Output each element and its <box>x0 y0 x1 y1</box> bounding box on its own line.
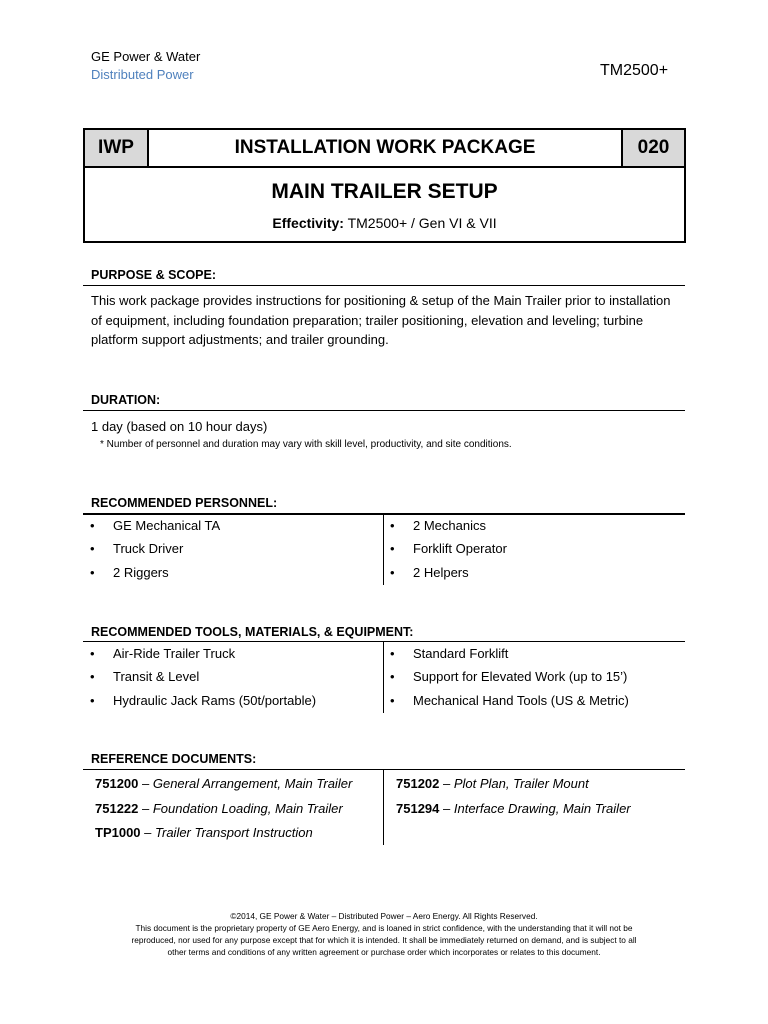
personnel-heading: RECOMMENDED PERSONNEL: <box>91 496 278 510</box>
personnel-divider <box>383 515 384 585</box>
tool-item: Transit & Level <box>113 669 200 684</box>
division-name: Distributed Power <box>91 67 194 82</box>
reference-dash: – <box>138 801 153 816</box>
reference-number: 751222 <box>95 801 139 816</box>
tools-rule <box>83 641 685 642</box>
tool-item: Mechanical Hand Tools (US & Metric) <box>413 693 629 708</box>
bullet: • <box>390 518 395 533</box>
personnel-rule <box>83 513 685 515</box>
copyright-line: ©2014, GE Power & Water – Distributed Power – Aero Energy. All Rights Reserved. <box>230 911 538 921</box>
effectivity-line <box>85 215 684 231</box>
reference-item <box>95 776 352 791</box>
title-box <box>83 128 686 243</box>
iwp-cell: IWP <box>85 130 149 166</box>
reference-number: 751200 <box>95 776 139 791</box>
duration-rule <box>83 410 685 411</box>
reference-item <box>95 825 313 840</box>
references-divider <box>383 770 384 845</box>
bullet: • <box>390 693 395 708</box>
proprietary-notice-line: reproduced, nor used for any purpose except that for which it is intended. It shall be immediately returned on demand, and is subject to all <box>131 935 637 945</box>
effectivity-value: TM2500+ / Gen VI & VII <box>347 215 497 231</box>
personnel-item: Truck Driver <box>113 541 184 556</box>
duration-value: 1 day (based on 10 hour days) <box>91 419 268 434</box>
reference-dash: – <box>138 776 153 791</box>
bullet: • <box>90 669 95 684</box>
purpose-text: This work package provides instructions for positioning & setup of the Main Trailer prior to installation of equipment, including foundation preparation; trailer positioning, elevation and leveling; turbine platform support adjustments; and trailer grounding. <box>91 293 671 347</box>
reference-title: Trailer Transport Instruction <box>155 825 313 840</box>
tools-heading: RECOMMENDED TOOLS, MATERIALS, & EQUIPMENT: <box>91 625 414 639</box>
reference-number: 751202 <box>396 776 440 791</box>
reference-title: Interface Drawing, Main Trailer <box>453 801 631 816</box>
reference-item <box>396 776 589 791</box>
purpose-rule <box>83 285 685 286</box>
bullet: • <box>390 541 395 556</box>
tool-item: Standard Forklift <box>413 646 509 661</box>
personnel-item: 2 Helpers <box>413 565 469 580</box>
reference-title: General Arrangement, Main Trailer <box>152 776 353 791</box>
package-type-cell: INSTALLATION WORK PACKAGE <box>234 137 536 158</box>
reference-dash: – <box>140 825 156 840</box>
reference-dash: – <box>439 801 454 816</box>
tools-divider <box>383 642 384 713</box>
reference-title: Foundation Loading, Main Trailer <box>152 801 343 816</box>
personnel-item: 2 Mechanics <box>413 518 486 533</box>
reference-dash: – <box>439 776 454 791</box>
reference-number: TP1000 <box>95 825 141 840</box>
org-name: GE Power & Water <box>91 49 201 64</box>
personnel-item: GE Mechanical TA <box>113 518 221 533</box>
effectivity-label: Effectivity: <box>272 215 344 231</box>
proprietary-notice-line: This document is the proprietary property of GE Aero Energy, and is loaned in strict confidence, with the understanding that it will not be <box>135 923 633 933</box>
copyright-footer <box>90 910 678 958</box>
tool-item: Support for Elevated Work (up to 15’) <box>413 669 628 684</box>
duration-note: * Number of personnel and duration may vary with skill level, productivity, and site conditions. <box>100 439 512 450</box>
bullet: • <box>90 565 95 580</box>
organization-block <box>91 48 200 84</box>
reference-number: 751294 <box>396 801 440 816</box>
purpose-heading: PURPOSE & SCOPE: <box>91 268 217 282</box>
tool-item: Hydraulic Jack Rams (50t/portable) <box>113 693 317 708</box>
tool-item: Air-Ride Trailer Truck <box>113 646 236 661</box>
model-label: TM2500+ <box>600 62 669 79</box>
proprietary-notice-line: other terms and conditions of any written agreement or purchase order which incorporates or relates to this document. <box>167 947 601 957</box>
bullet: • <box>90 541 95 556</box>
references-heading: REFERENCE DOCUMENTS: <box>91 752 257 766</box>
title-row <box>85 130 684 168</box>
bullet: • <box>390 646 395 661</box>
bullet: • <box>390 565 395 580</box>
document-title: MAIN TRAILER SETUP <box>271 180 498 203</box>
reference-item <box>95 801 343 816</box>
reference-item <box>396 801 631 816</box>
reference-title: Plot Plan, Trailer Mount <box>453 776 589 791</box>
duration-heading: DURATION: <box>91 393 161 407</box>
bullet: • <box>90 646 95 661</box>
references-rule <box>83 769 685 770</box>
package-number-cell: 020 <box>621 130 684 166</box>
personnel-item: Forklift Operator <box>413 541 507 556</box>
bullet: • <box>390 669 395 684</box>
personnel-item: 2 Riggers <box>113 565 169 580</box>
bullet: • <box>90 693 95 708</box>
bullet: • <box>90 518 95 533</box>
